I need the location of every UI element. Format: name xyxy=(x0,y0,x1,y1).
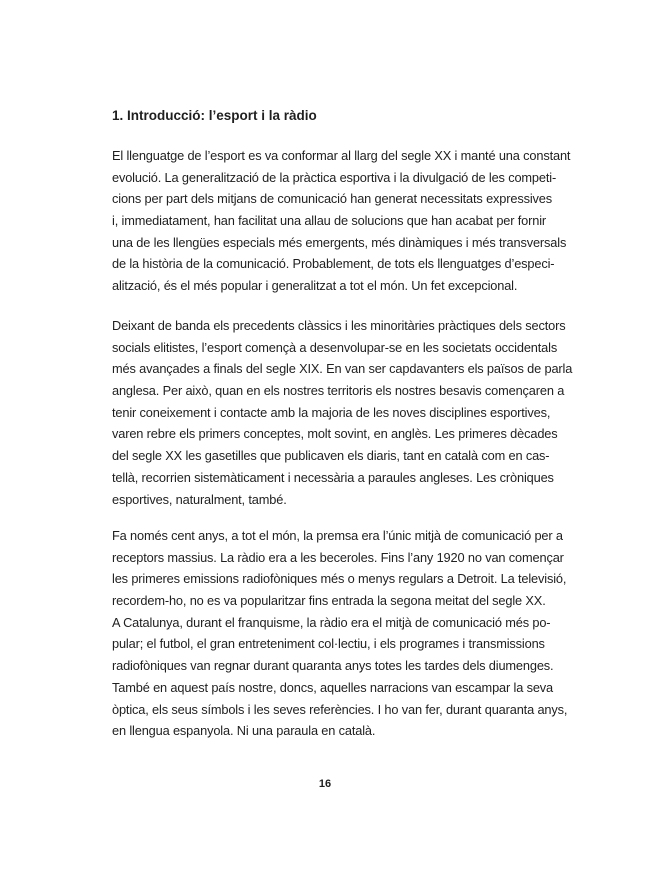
paragraph-line: Fa només cent anys, a tot el món, la premsa era l’únic mitjà de comunicació per a xyxy=(112,528,563,543)
paragraph-line: esportives, naturalment, també. xyxy=(112,491,287,507)
paragraph-line: evolució. La generalització de la pràctica esportiva i la divulgació de les competi- xyxy=(112,169,557,185)
paragraph-line: receptors massius. La ràdio era a les beceroles. Fins l’any 1920 no van començar xyxy=(112,549,564,565)
paragraph-2 xyxy=(112,315,573,510)
paragraph-line: Deixant de banda els precedents clàssics i les minoritàries pràctiques dels sectors xyxy=(112,318,566,333)
paragraph-1 xyxy=(112,145,571,297)
paragraph-line: i, immediatament, han facilitat una allau de solucions que han acabat per fornir xyxy=(112,213,547,229)
paragraph-line: A Catalunya, durant el franquisme, la ràdio era el mitjà de comunicació més po- xyxy=(112,614,551,630)
paragraph-line: òptica, els seus símbols i les seves referències. I ho van fer, durant quaranta anys, xyxy=(112,701,568,717)
paragraph-line: recordem-ho, no es va popularitzar fins entrada la segona meitat del segle XX. xyxy=(112,593,546,609)
paragraph-line: socials elitistes, l’esport començà a desenvolupar-se en les societats occidentals xyxy=(112,339,558,355)
paragraph-line: tellà, recorrien sistemàticament i necessària a paraules angleses. Les cròniques xyxy=(112,469,554,485)
paragraph-line: El llenguatge de l’esport es va conformar al llarg del segle XX i manté una constant xyxy=(112,148,571,163)
paragraph-line: alització, és el més popular i generalitzat a tot el món. Un fet excepcional. xyxy=(112,278,518,294)
paragraph-line: del segle XX les gasetilles que publicaven els diaris, tant en català com en cas- xyxy=(112,448,550,464)
paragraph-line: radiofòniques van regnar durant quaranta anys totes les tardes dels diumenges. xyxy=(112,658,554,674)
paragraph-line: de la història de la comunicació. Probablement, de tots els llenguatges d’especi- xyxy=(112,256,555,272)
page-number: 16 xyxy=(318,778,332,790)
paragraph-line: cions per part dels mitjans de comunicació han generat necessitats expressives xyxy=(112,191,552,207)
paragraph-line: una de les llengües especials més emergents, més dinàmiques i més transversals xyxy=(112,234,567,250)
paragraph-line: tenir coneixement i contacte amb la majoria de les noves disciplines esportives, xyxy=(112,404,551,420)
paragraph-line: varen rebre els primers conceptes, molt sovint, en anglès. Les primeres dècades xyxy=(112,426,558,442)
paragraph-line: anglesa. Per això, quan en els nostres territoris els nostres besavis començaren a xyxy=(112,383,565,399)
paragraph-line: més avançades a finals del segle XIX. En van ser capdavanters els països de parla xyxy=(112,361,573,377)
paragraph-line: en llengua espanyola. Ni una paraula en català. xyxy=(112,723,376,739)
paragraph-line: pular; el futbol, el gran entreteniment col·lectiu, i els programes i transmissions xyxy=(112,636,545,652)
paragraph-3 xyxy=(112,525,568,742)
section-heading: 1. Introducció: l’esport i la ràdio xyxy=(112,108,317,123)
paragraph-line: les primeres emissions radiofòniques més o menys regulars a Detroit. La televisió, xyxy=(112,571,567,587)
paragraph-line: També en aquest país nostre, doncs, aquelles narracions van escampar la seva xyxy=(112,679,554,695)
